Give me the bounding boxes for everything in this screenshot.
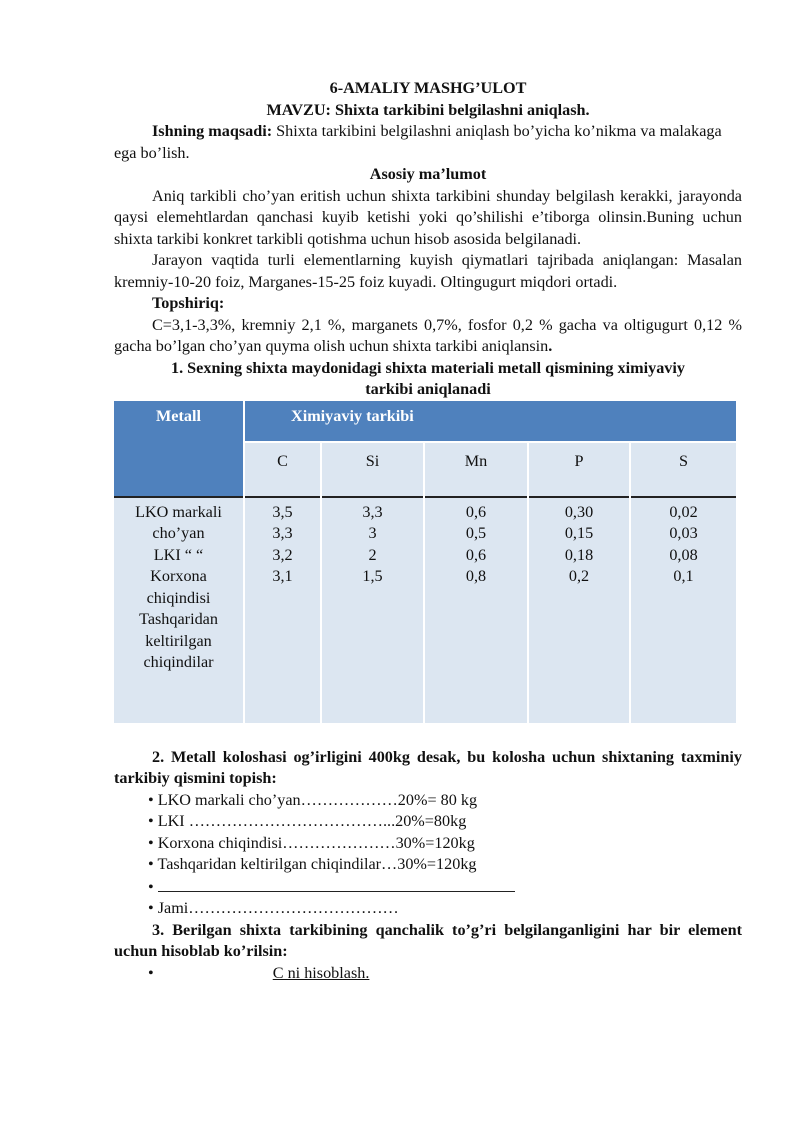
step-3: 3. Berilgan shixta tarkibining qanchalik to’g’ri belgilanganligini har bir element uchun hisoblab ko’rilsin: bbox=[114, 920, 742, 960]
value-cell: 0,5 bbox=[465, 524, 487, 542]
bullet: • bbox=[148, 833, 154, 852]
values-s bbox=[630, 497, 736, 723]
paragraph-1: Aniq tarkibli cho’yan eritish uchun shixta tarkibini shunday belgilash kerakki, jarayonda qaysi elemehtlardan qanchasi kuyib ketishi yoki qo’shilishi e’tiborga olinsin.Buning uchun shixta tarkibi konkret tarkibli qotishma uchun hisob asosida belgilanadi. bbox=[114, 186, 742, 248]
value-cell: 0,03 bbox=[669, 524, 698, 542]
step-2: 2. Metall koloshasi og’irligini 400kg desak, bu kolosha uchun shixtaning taxminiy tarkibiy qismini topish: bbox=[114, 747, 742, 787]
bullet: • bbox=[148, 790, 154, 809]
list-item-blank bbox=[114, 876, 742, 899]
bullet: • bbox=[148, 899, 154, 917]
blank-underline bbox=[158, 876, 515, 892]
value-cell: 2 bbox=[368, 545, 377, 564]
col-header-s: S bbox=[630, 442, 736, 497]
metal-lki: LKI “ “ bbox=[153, 545, 204, 564]
value-cell: 1,5 bbox=[362, 567, 383, 585]
task-paragraph bbox=[114, 315, 742, 358]
col-header-c: C bbox=[244, 442, 321, 497]
value-cell: 0,08 bbox=[669, 545, 698, 564]
metal-korxona: Korxona chiqindisi bbox=[146, 567, 211, 607]
values-si bbox=[321, 497, 424, 723]
value-cell: 0,6 bbox=[465, 502, 487, 521]
metal-header: Metall bbox=[114, 401, 244, 497]
value-cell: 0,8 bbox=[465, 567, 487, 585]
metal-lko: LKO markali cho’yan bbox=[135, 502, 222, 542]
list-item: • LKI ………………………………...20%=80kg bbox=[148, 812, 467, 830]
doc-subject: MAVZU: Shixta tarkibini belgilashni aniqlash. bbox=[266, 100, 590, 119]
bullet: • bbox=[148, 812, 154, 830]
col-header-si: Si bbox=[321, 442, 424, 497]
value-cell: 3 bbox=[368, 524, 377, 542]
goal-label: Ishning maqsadi: bbox=[152, 122, 273, 140]
bullet: • bbox=[148, 855, 154, 873]
bullet: • bbox=[148, 963, 154, 982]
value-cell: 3,1 bbox=[272, 567, 293, 585]
task-label: Topshiriq: bbox=[152, 294, 225, 312]
value-cell: 0,6 bbox=[465, 545, 487, 564]
bullet: • bbox=[148, 877, 154, 896]
value-cell: 0,18 bbox=[564, 545, 594, 564]
metals-cell bbox=[114, 497, 244, 723]
chemical-composition-table bbox=[114, 401, 736, 723]
list-item: • Korxona chiqindisi…………………30%=120kg bbox=[148, 833, 475, 852]
section-heading: Asosiy ma’lumot bbox=[369, 165, 487, 183]
values-p bbox=[528, 497, 630, 723]
col-header-mn: Mn bbox=[424, 442, 528, 497]
list-item-total: • Jami………………………………… bbox=[148, 899, 399, 917]
value-cell: 3,2 bbox=[272, 545, 293, 564]
doc-title: 6-AMALIY MASHG’ULOT bbox=[329, 79, 527, 97]
list-item: • Tashqaridan keltirilgan chiqindilar…30%=120kg bbox=[148, 855, 477, 873]
c-calculation-link: C ni hisoblash. bbox=[272, 963, 370, 982]
list-item-last bbox=[114, 963, 742, 985]
value-cell: 0,30 bbox=[564, 502, 594, 521]
list-item: • LKO markali cho’yan………………20%= 80 kg bbox=[148, 790, 478, 809]
value-cell: 0,02 bbox=[669, 502, 698, 521]
goal-paragraph bbox=[114, 121, 742, 164]
value-cell: 3,3 bbox=[362, 502, 383, 521]
value-cell: 0,1 bbox=[673, 567, 694, 585]
document-page bbox=[114, 78, 742, 984]
value-cell: 0,2 bbox=[568, 567, 590, 585]
value-cell: 3,5 bbox=[272, 502, 293, 521]
values-mn bbox=[424, 497, 528, 723]
metal-tashqaridan: Tashqaridan keltirilgan chiqindilar bbox=[139, 610, 218, 671]
value-cell: 0,15 bbox=[564, 524, 594, 542]
goal-text: Shixta tarkibini belgilashni aniqlash bo’yicha ko’nikma va malakaga ega bo’lish. bbox=[114, 122, 722, 162]
task-end: . bbox=[548, 337, 553, 355]
chem-header: Ximiyaviy tarkibi bbox=[244, 401, 736, 442]
paragraph-2: Jarayon vaqtida turli elementlarning kuyish qiymatlari tajribada aniqlangan: Masalan kremniy-10-20 foiz, Marganes-15-25 foiz kuyadi. Oltingugurt miqdori ortadi. bbox=[114, 251, 742, 291]
values-c bbox=[244, 497, 321, 723]
value-cell: 3,3 bbox=[272, 524, 293, 542]
task-text: C=3,1-3,3%, kremniy 2,1 %, marganets 0,7%, fosfor 0,2 % gacha va oltigugurt 0,12 % gacha bo’lgan cho’yan quyma olish uchun shixta tarkibi aniqlansin bbox=[114, 315, 742, 355]
col-header-p: P bbox=[528, 442, 630, 497]
table-caption: 1. Sexning shixta maydonidagi shixta materiali metall qismining ximiyaviy tarkibi aniqlanadi bbox=[170, 358, 685, 398]
